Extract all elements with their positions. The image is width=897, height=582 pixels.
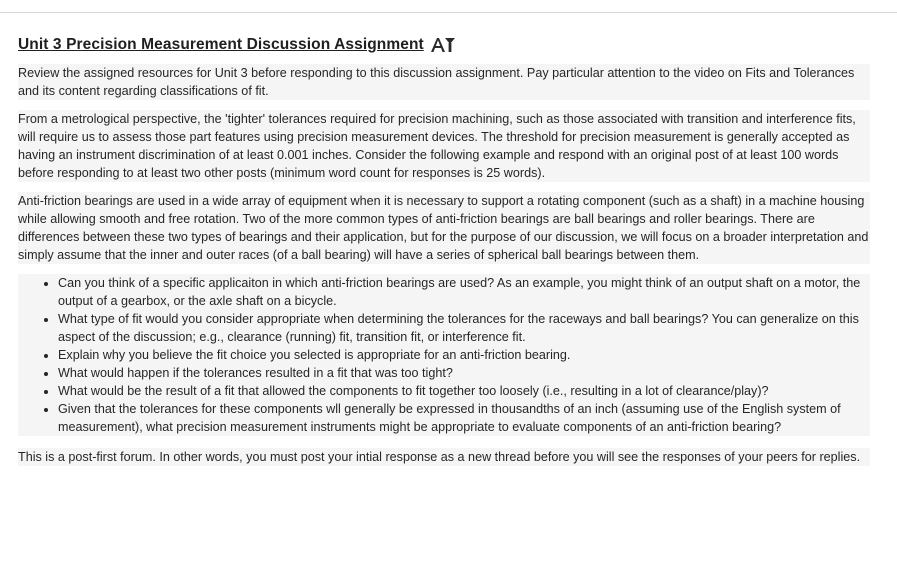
- list-item: • What type of fit would you consider appropriate when determining the tolerances for the raceways and ball bearings? You can generalize on this aspect of the discussion; e.g., clearance (running) fit, transition fit, or interference fit.: [58, 310, 870, 346]
- list-item: • Explain why you believe the fit choice you selected is appropriate for an anti-friction bearing.: [58, 346, 870, 364]
- paragraph-text: Anti-friction bearings are used in a wide array of equipment when it is necessary to support a rotating component (such as a shaft) in a machine housing while allowing smooth and free rotation. Two of the more common types of anti-friction bearings are ball bearings and roller bearings. There are differences between these two types of bearings and their application, but for the purpose of our discussion, we will focus on a broader interpretation and simply assume that the inner and outer races (of a ball bearing) will have a series of spherical ball bearings between them.: [18, 194, 869, 262]
- assignment-content: [18, 32, 870, 476]
- closing-paragraph: [18, 448, 870, 466]
- question-list: [18, 274, 870, 436]
- intro-paragraph: [18, 64, 870, 100]
- top-divider: [0, 12, 897, 13]
- bearings-paragraph: [18, 192, 870, 264]
- assignment-title: Unit 3 Precision Measurement Discussion Assignment: [18, 36, 424, 53]
- question-list-block: [18, 274, 870, 436]
- paragraph-text: Review the assigned resources for Unit 3 before responding to this discussion assignment. Pay particular attention to the video on Fits and Tolerances and its content regarding classifications of fit.: [18, 66, 855, 98]
- paragraph-text: This is a post-first forum. In other words, you must post your intial response as a new thread before you will see the responses of your peers for replies.: [18, 450, 861, 464]
- list-item: • Given that the tolerances for these components wll generally be expressed in thousandths of an inch (assuming use of the English system of measurement), what precision measurement instruments might be appropriate to evaluate components of an anti-friction bearing?: [58, 400, 870, 436]
- list-item: • What would be the result of a fit that allowed the components to fit together too loosely (i.e., resulting in a lot of clearance/play)?: [58, 382, 870, 400]
- list-item: • Can you think of a specific applicaiton in which anti-friction bearings are used? As an example, you might think of an output shaft on a motor, the output of a gearbox, or the axle shaft on a bicycle.: [58, 274, 870, 310]
- list-item: • What would happen if the tolerances resulted in a fit that was too tight?: [58, 364, 870, 382]
- paragraph-text: From a metrological perspective, the 'tighter' tolerances required for precision machining, such as those associated with transition and interference fits, will require us to assess those part features using precision measurement devices. The threshold for precision measurement is generally accepted as having an instrument discrimination of at least 0.001 inches. Consider the following example and respond with an original post of at least 100 words before responding to at least two other posts (minimum word count for responses is 25 words).: [18, 112, 856, 180]
- metrology-paragraph: [18, 110, 870, 182]
- text-to-speech-icon[interactable]: [430, 35, 456, 55]
- title-row: [18, 32, 870, 58]
